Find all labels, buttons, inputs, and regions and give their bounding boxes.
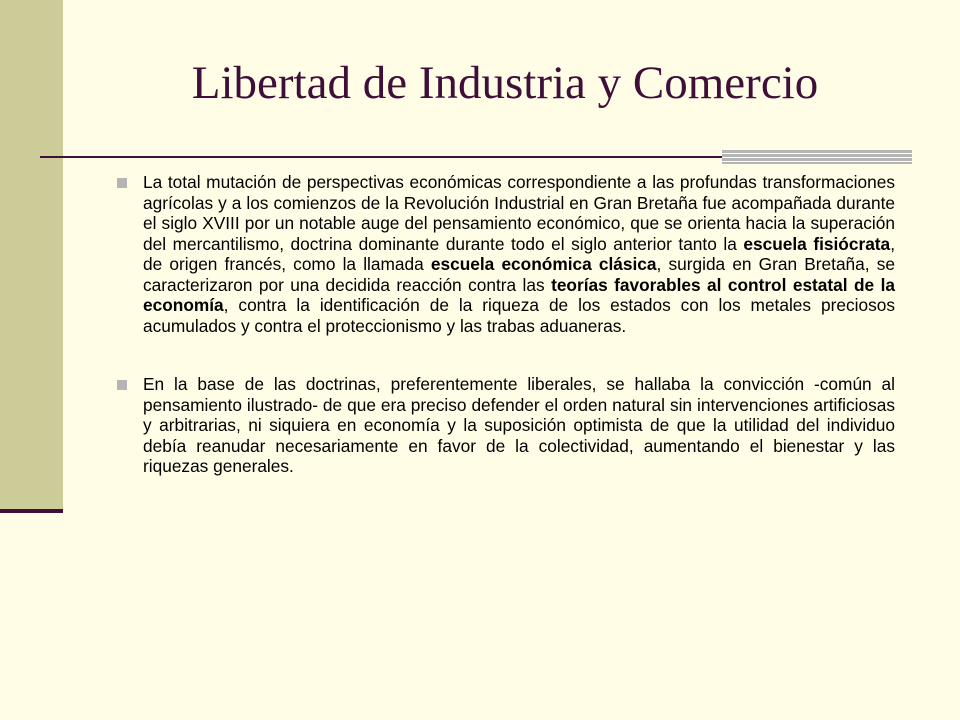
left-decorative-band xyxy=(0,0,63,511)
bullet-1-bold-escuela-clasica: escuela económica clásica xyxy=(430,254,657,274)
left-band-bottom-rule xyxy=(0,509,63,513)
bullet-1-part-5: , surgida en Gran Bretaña, se caracterizaron por una decidida reacción contra las xyxy=(143,254,895,295)
bullet-item-2 xyxy=(115,374,895,477)
bullet-text-1 xyxy=(143,172,895,336)
bullet-1-bold-teorias-control-estatal: teorías favorables al control estatal de la economía xyxy=(143,274,896,315)
slide-body xyxy=(115,172,895,515)
bullet-1-part-7: , contra la identificación de la riqueza de los estados con los metales preciosos acumulados y contra el proteccionismo y las trabas aduaneras. xyxy=(143,295,895,336)
title-accent-rule xyxy=(722,150,912,164)
bullet-1-part-1: La total mutación de perspectivas económicas correspondiente a las profundas transformaciones agrícolas y a los comienzos de la Revolución Industrial en Gran Bretaña fue acompañada durante el siglo XVIII por un notable auge del pensamiento económico, que se orienta hacia la superación del mercantilismo, doctrina dominante durante todo el siglo anterior tanto la xyxy=(143,172,895,254)
slide-title: Libertad de Industria y Comercio xyxy=(191,57,819,109)
bullet-text-2 xyxy=(143,374,895,476)
bullet-2-part-1: En la base de las doctrinas, preferentemente liberales, se hallaba la convicción -común al pensamiento ilustrado- de que era preciso defender el orden natural sin intervenciones artificiosas y arbitrarias, ni siquiera en economía y la suposición optimista de que la utilidad del individuo debía reanudar necesariamente en favor de la colectividad, aumentando el bienestar y las riquezas generales. xyxy=(143,374,895,476)
square-bullet-icon xyxy=(117,178,127,188)
square-bullet-icon xyxy=(117,380,127,390)
bullet-1-bold-escuela-fisiocrata: escuela fisiócrata xyxy=(743,233,891,254)
bullet-item-1 xyxy=(115,172,895,336)
bullet-1-part-3: , de origen francés, como la llamada xyxy=(143,233,895,274)
